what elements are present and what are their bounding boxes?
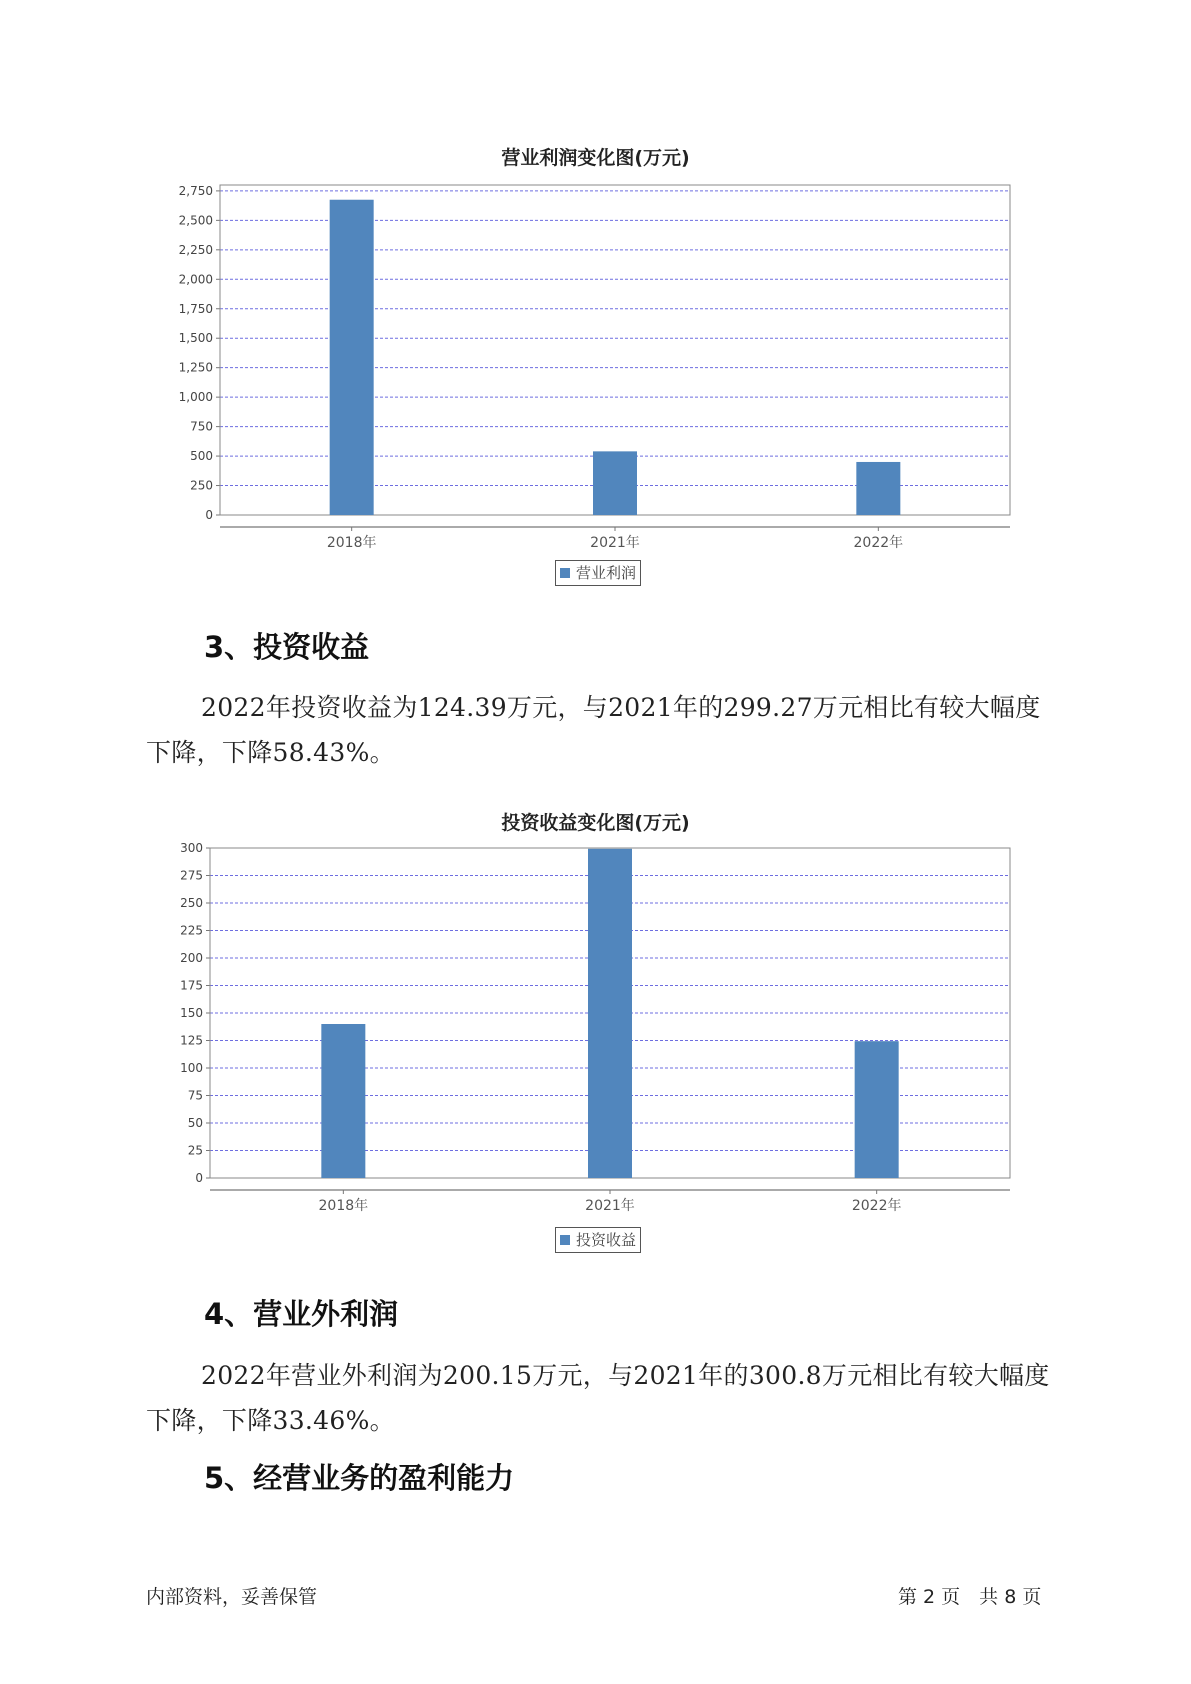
y-tick-label: 250 (180, 896, 203, 910)
y-tick-label: 75 (187, 1088, 203, 1103)
y-tick-label: 2,750 (178, 183, 213, 198)
section-paragraph-non-operating-profit: 2022年营业外利润为200.15万元，与2021年的300.8万元相比有较大幅度下降，下降33.46%。 (146, 1361, 1050, 1435)
bar (321, 1024, 365, 1178)
footer-page-number: 第 2 页 共 8 页 (898, 1586, 1042, 1608)
bar (856, 462, 900, 515)
operating-profit-chart (0, 175, 1191, 565)
x-tick-label: 2022年 (853, 535, 904, 551)
y-tick-label: 1,000 (178, 390, 213, 405)
y-tick-label: 0 (205, 508, 213, 522)
y-tick-label: 500 (190, 449, 213, 464)
footer-confidential-note: 内部资料，妥善保管 (146, 1586, 318, 1608)
bar (588, 849, 632, 1178)
section-heading-operating-profitability: 5、经营业务的盈利能力 (204, 1461, 515, 1495)
legend-swatch-icon (560, 568, 570, 578)
chart1-legend (555, 560, 641, 586)
chart2-title: 投资收益变化图(万元) (501, 812, 690, 834)
section-paragraph-investment-income: 2022年投资收益为124.39万元，与2021年的299.27万元相比有较大幅度下降，下降58.43%。 (146, 693, 1041, 767)
x-tick-label: 2018年 (318, 1198, 369, 1214)
y-tick-label: 25 (187, 1143, 203, 1158)
y-tick-label: 250 (190, 478, 213, 493)
y-tick-label: 50 (187, 1116, 203, 1130)
y-tick-label: 175 (180, 978, 203, 993)
x-tick-label: 2022年 (851, 1198, 902, 1214)
y-tick-label: 2,500 (178, 213, 213, 228)
section-heading-non-operating-profit: 4、营业外利润 (204, 1297, 399, 1331)
y-tick-label: 200 (180, 951, 203, 965)
y-tick-label: 300 (180, 841, 203, 855)
x-tick-label: 2018年 (326, 535, 377, 551)
y-tick-label: 2,000 (178, 272, 213, 287)
y-tick-label: 125 (180, 1033, 203, 1048)
bar (593, 451, 637, 515)
y-tick-label: 1,500 (178, 331, 213, 346)
y-tick-label: 1,250 (178, 360, 213, 375)
y-tick-label: 0 (195, 1171, 203, 1185)
y-tick-label: 225 (180, 923, 203, 938)
y-tick-label: 275 (180, 868, 203, 883)
investment-income-chart (0, 840, 1191, 1230)
legend-swatch-icon (560, 1235, 570, 1245)
bar (855, 1041, 899, 1178)
y-tick-label: 2,250 (178, 242, 213, 257)
chart1-legend-label: 营业利润 (576, 564, 637, 582)
y-tick-label: 150 (180, 1006, 203, 1020)
chart2-legend-label: 投资收益 (576, 1231, 637, 1249)
x-tick-label: 2021年 (590, 535, 640, 551)
section-heading-investment-income: 3、投资收益 (204, 630, 370, 664)
y-tick-label: 100 (180, 1061, 203, 1075)
bar (330, 200, 374, 515)
chart2-legend (555, 1227, 641, 1253)
y-tick-label: 750 (190, 419, 213, 434)
y-tick-label: 1,750 (178, 301, 213, 316)
chart1-title: 营业利润变化图(万元) (501, 147, 690, 169)
x-tick-label: 2021年 (585, 1198, 635, 1214)
